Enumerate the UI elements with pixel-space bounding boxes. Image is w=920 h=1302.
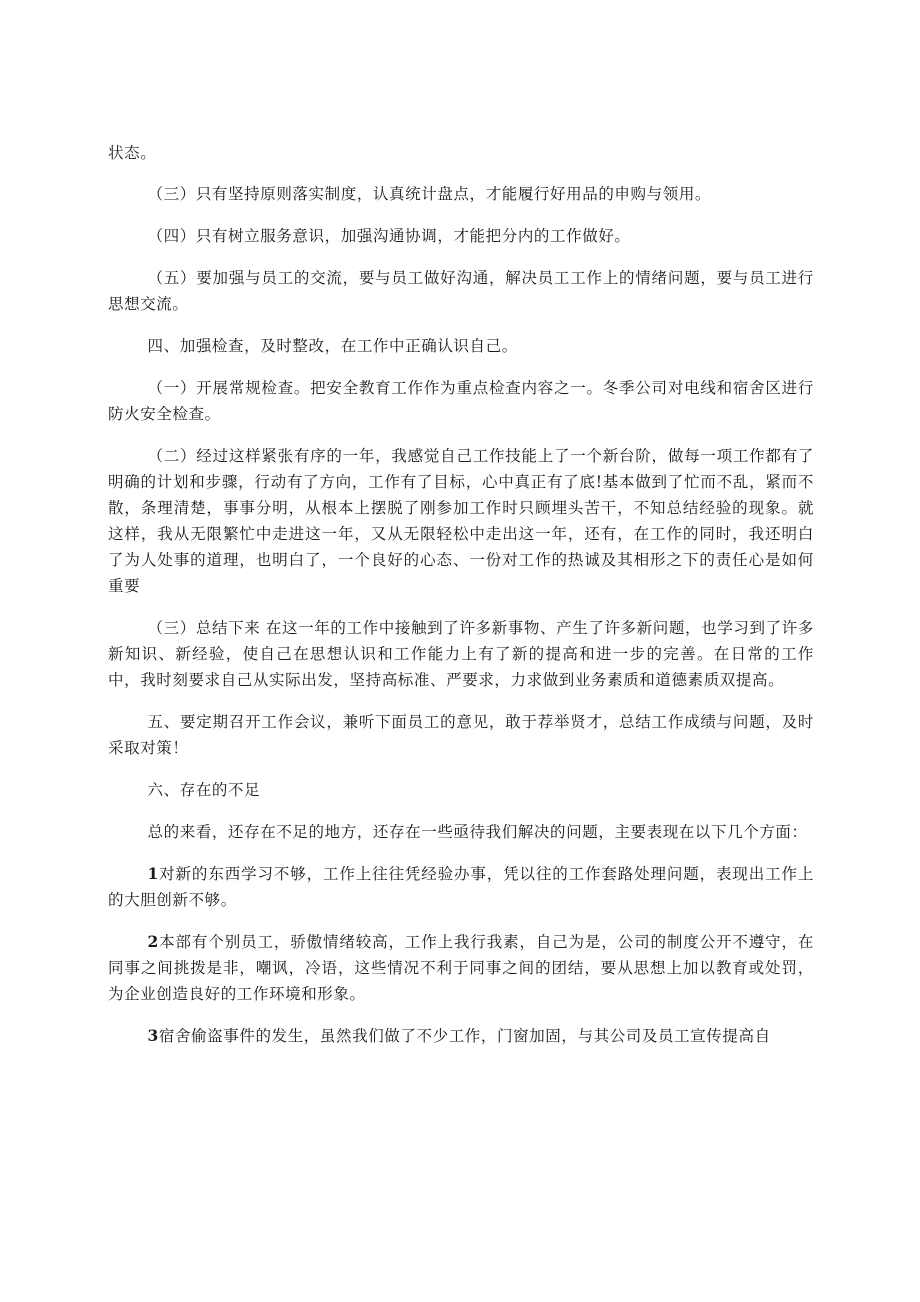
list-item-2 (108, 929, 814, 1007)
document-page (108, 140, 814, 1049)
paragraph-item-5: （五）要加强与员工的交流，要与员工做好沟通，解决员工工作上的情绪问题，要与员工进行思想交流。 (108, 269, 814, 313)
paragraph-item-4: （四）只有树立服务意识，加强沟通协调，才能把分内的工作做好。 (147, 227, 631, 245)
list-number: 3 (147, 1026, 159, 1045)
paragraph-summary: 总的来看，还存在不足的地方，还存在一些亟待我们解决的问题，主要表现在以下几个方面： (147, 823, 808, 841)
paragraph-check-3: （三）总结下来 在这一年的工作中接触到了许多新事物、产生了许多新问题，也学习到了许多新知识、新经验，使自己在思想认识和工作能力上有了新的提高和进一步的完善。在日常的工作中，我时刻要求自己从实际出发，坚持高标准、严要求，力求做到业务素质和道德素质双提高。 (108, 619, 814, 689)
paragraph-check-2: （二）经过这样紧张有序的一年，我感觉自己工作技能上了一个新台阶，做每一项工作都有了明确的计划和步骤，行动有了方向，工作有了目标，心中真正有了底!基本做到了忙而不乱，紧而不散，条理清楚，事事分明，从根本上摆脱了刚参加工作时只顾埋头苦干，不知总结经验的现象。就这样，我从无限繁忙中走进这一年，又从无限轻松中走出这一年，还有，在工作的同时，我还明白了为人处事的道理，也明白了，一个良好的心态、一份对工作的热诚及其相形之下的责任心是如何重要 (108, 447, 814, 595)
section-heading-4: 四、加强检查，及时整改，在工作中正确认识自己。 (147, 337, 518, 355)
paragraph-item-3: （三）只有坚持原则落实制度，认真统计盘点，才能履行好用品的申购与领用。 (147, 185, 712, 203)
list-number: 2 (147, 932, 159, 951)
list-number: 1 (147, 864, 159, 883)
list-item-1 (108, 861, 814, 913)
list-item-text: 宿舍偷盗事件的发生，虽然我们做了不少工作，门窗加固，与其公司及员工宣传提高自 (158, 1027, 771, 1045)
section-heading-5: 五、要定期召开工作会议，兼听下面员工的意见，敢于荐举贤才，总结工作成绩与问题，及时采取对策！ (108, 713, 814, 757)
list-item-text: 对新的东西学习不够，工作上往往凭经验办事，凭以往的工作套路处理问题，表现出工作上的大胆创新不够。 (108, 865, 814, 909)
list-item-text: 本部有个别员工，骄傲情绪较高，工作上我行我素，自己为是，公司的制度公开不遵守，在同事之间挑拨是非，嘲讽，冷语，这些情况不利于同事之间的团结，要从思想上加以教育或处罚，为企业创造良好的工作环境和形象。 (108, 933, 814, 1003)
list-item-3 (108, 1023, 814, 1049)
paragraph-continuation: 状态。 (108, 144, 157, 162)
paragraph-check-1: （一）开展常规检查。把安全教育工作作为重点检查内容之一。冬季公司对电线和宿舍区进行防火安全检查。 (108, 379, 814, 423)
section-heading-6: 六、存在的不足 (147, 781, 261, 799)
